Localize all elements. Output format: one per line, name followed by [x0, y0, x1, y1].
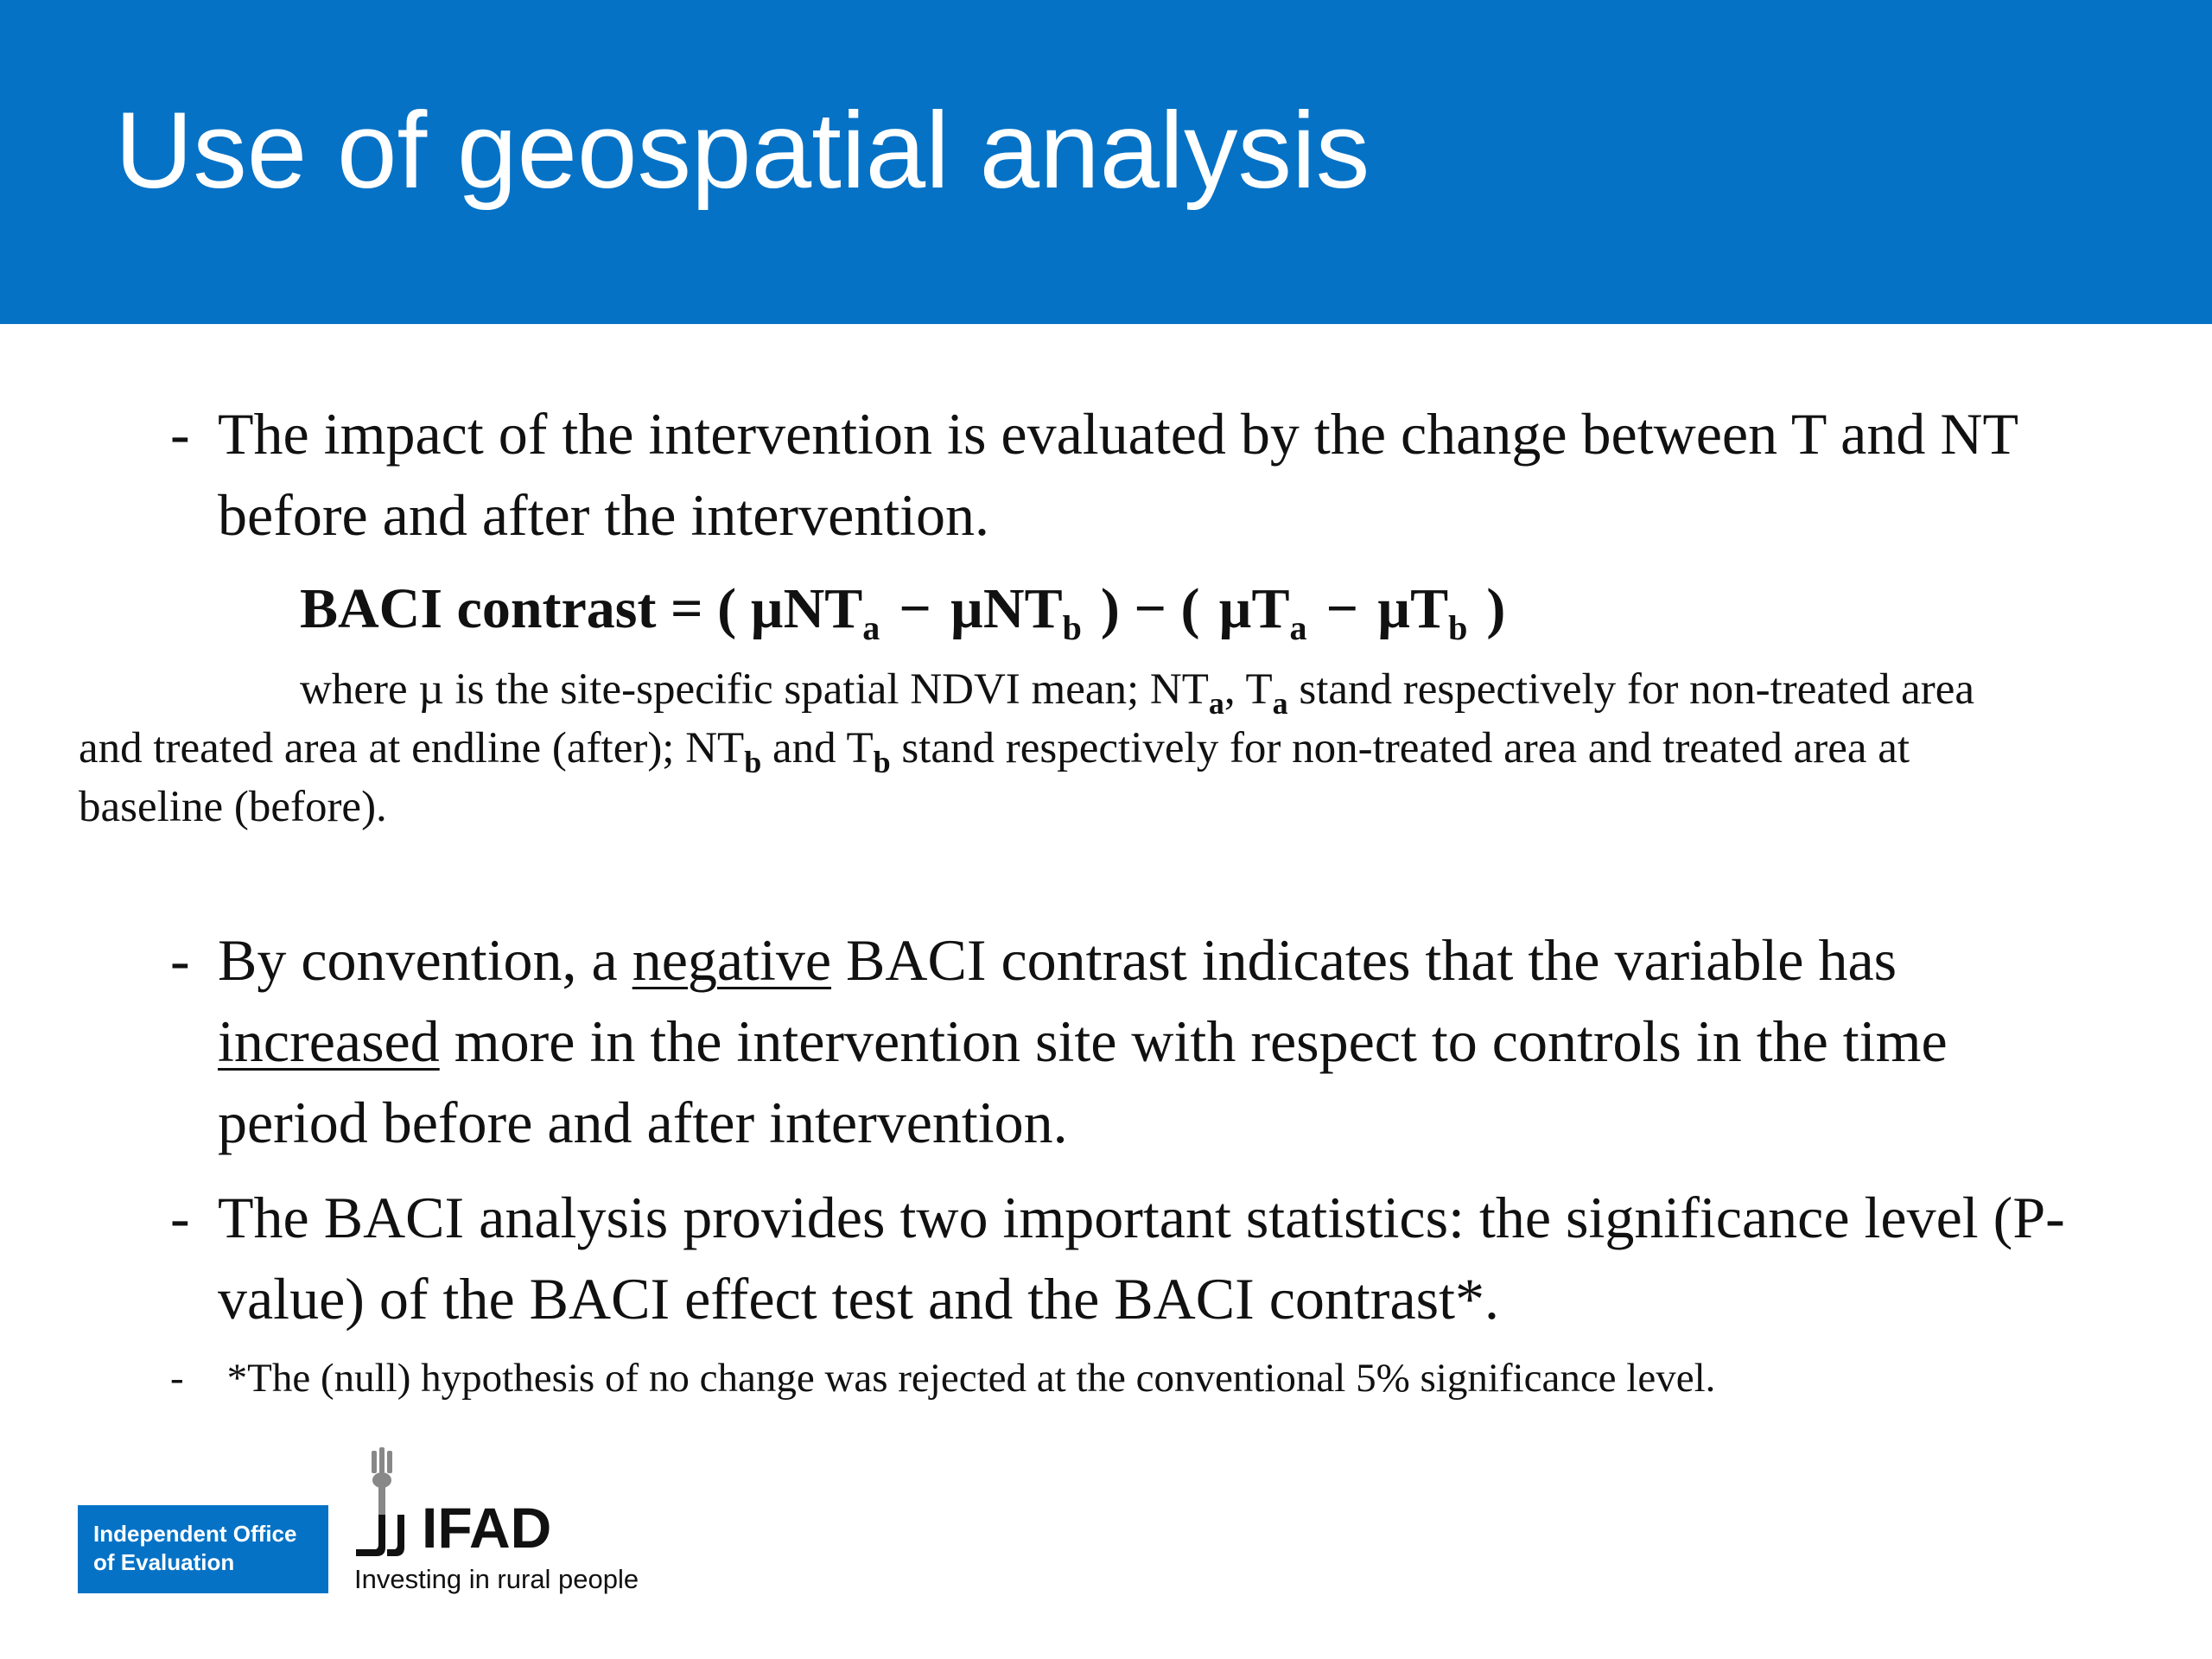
bullet-text [218, 919, 2097, 1163]
formula-sub: a [1289, 608, 1307, 647]
bullet-item [170, 1177, 2097, 1339]
formula-paren: ) − ( [1100, 577, 1200, 640]
footnote [170, 1351, 1715, 1405]
formula-minus: − [899, 577, 931, 640]
bullet-text-part: By convention, a [218, 927, 632, 993]
bullet-item [170, 393, 2097, 556]
ifad-logo-text: IFAD [422, 1496, 552, 1560]
definition-text: stand respectively for non-treated area and treated area at baseline (before). [79, 724, 1910, 831]
ioe-logo-line: Independent Office [93, 1521, 297, 1547]
underlined-text: negative [632, 927, 832, 993]
definition-sub: a [1208, 686, 1224, 721]
slide-title: Use of geospatial analysis [115, 91, 1370, 211]
formula-t: T [1251, 577, 1290, 640]
baci-formula [300, 570, 1505, 648]
definition-sub: b [744, 745, 762, 779]
definition-text: and T [761, 724, 874, 772]
formula-mu: µ [1377, 577, 1411, 640]
footnote-marker: - [170, 1356, 184, 1401]
formula-mu: µ [1218, 577, 1252, 640]
bullet-marker: - [170, 1185, 190, 1250]
formula-mu: µ [950, 577, 983, 640]
ifad-tagline: Investing in rural people [354, 1564, 639, 1594]
bullet-text-part: more in the intervention site with respect to controls in the time period before and after intervention. [218, 1008, 1948, 1155]
formula-t: T [1410, 577, 1449, 640]
bullet-item [170, 919, 2097, 1163]
bullet-text: The impact of the intervention is evaluated by the change between T and NT before and after the intervention. [218, 401, 2018, 548]
ioe-logo [78, 1505, 328, 1593]
bullet-text-part: BACI contrast indicates that the variable has [831, 927, 1897, 993]
definition-text: , T [1224, 665, 1273, 714]
formula-lhs: BACI contrast = ( [300, 577, 751, 640]
ioe-logo-line: of Evaluation [93, 1549, 235, 1575]
ifad-wheat-icon [353, 1447, 422, 1560]
footnote-text: *The (null) hypothesis of no change was rejected at the conventional 5% significance level. [226, 1356, 1716, 1401]
formula-paren: ) [1486, 577, 1506, 640]
formula-minus: − [1325, 577, 1359, 640]
definition-text: where µ is the site-specific spatial NDVI mean; NT [300, 665, 1209, 714]
formula-sub: b [1062, 608, 1082, 647]
formula-definition [79, 660, 2023, 836]
formula-mu: µ [750, 577, 784, 640]
bullet-marker: - [170, 401, 190, 467]
definition-sub: a [1272, 686, 1288, 721]
formula-sub: a [862, 608, 880, 647]
bullet-text: The BACI analysis provides two important statistics: the significance level (P-value) of the BACI effect test and the BACI contrast*. [218, 1185, 2065, 1332]
definition-text: stand respectively for non-treated area and treated area at endline (after); NT [79, 665, 1974, 772]
underlined-text: increased [218, 1008, 440, 1074]
definition-sub: b [873, 745, 891, 779]
formula-nt: NT [783, 577, 863, 640]
bullet-marker: - [170, 927, 190, 993]
title-bar [0, 0, 2212, 324]
formula-sub: b [1448, 608, 1468, 647]
formula-nt: NT [982, 577, 1063, 640]
